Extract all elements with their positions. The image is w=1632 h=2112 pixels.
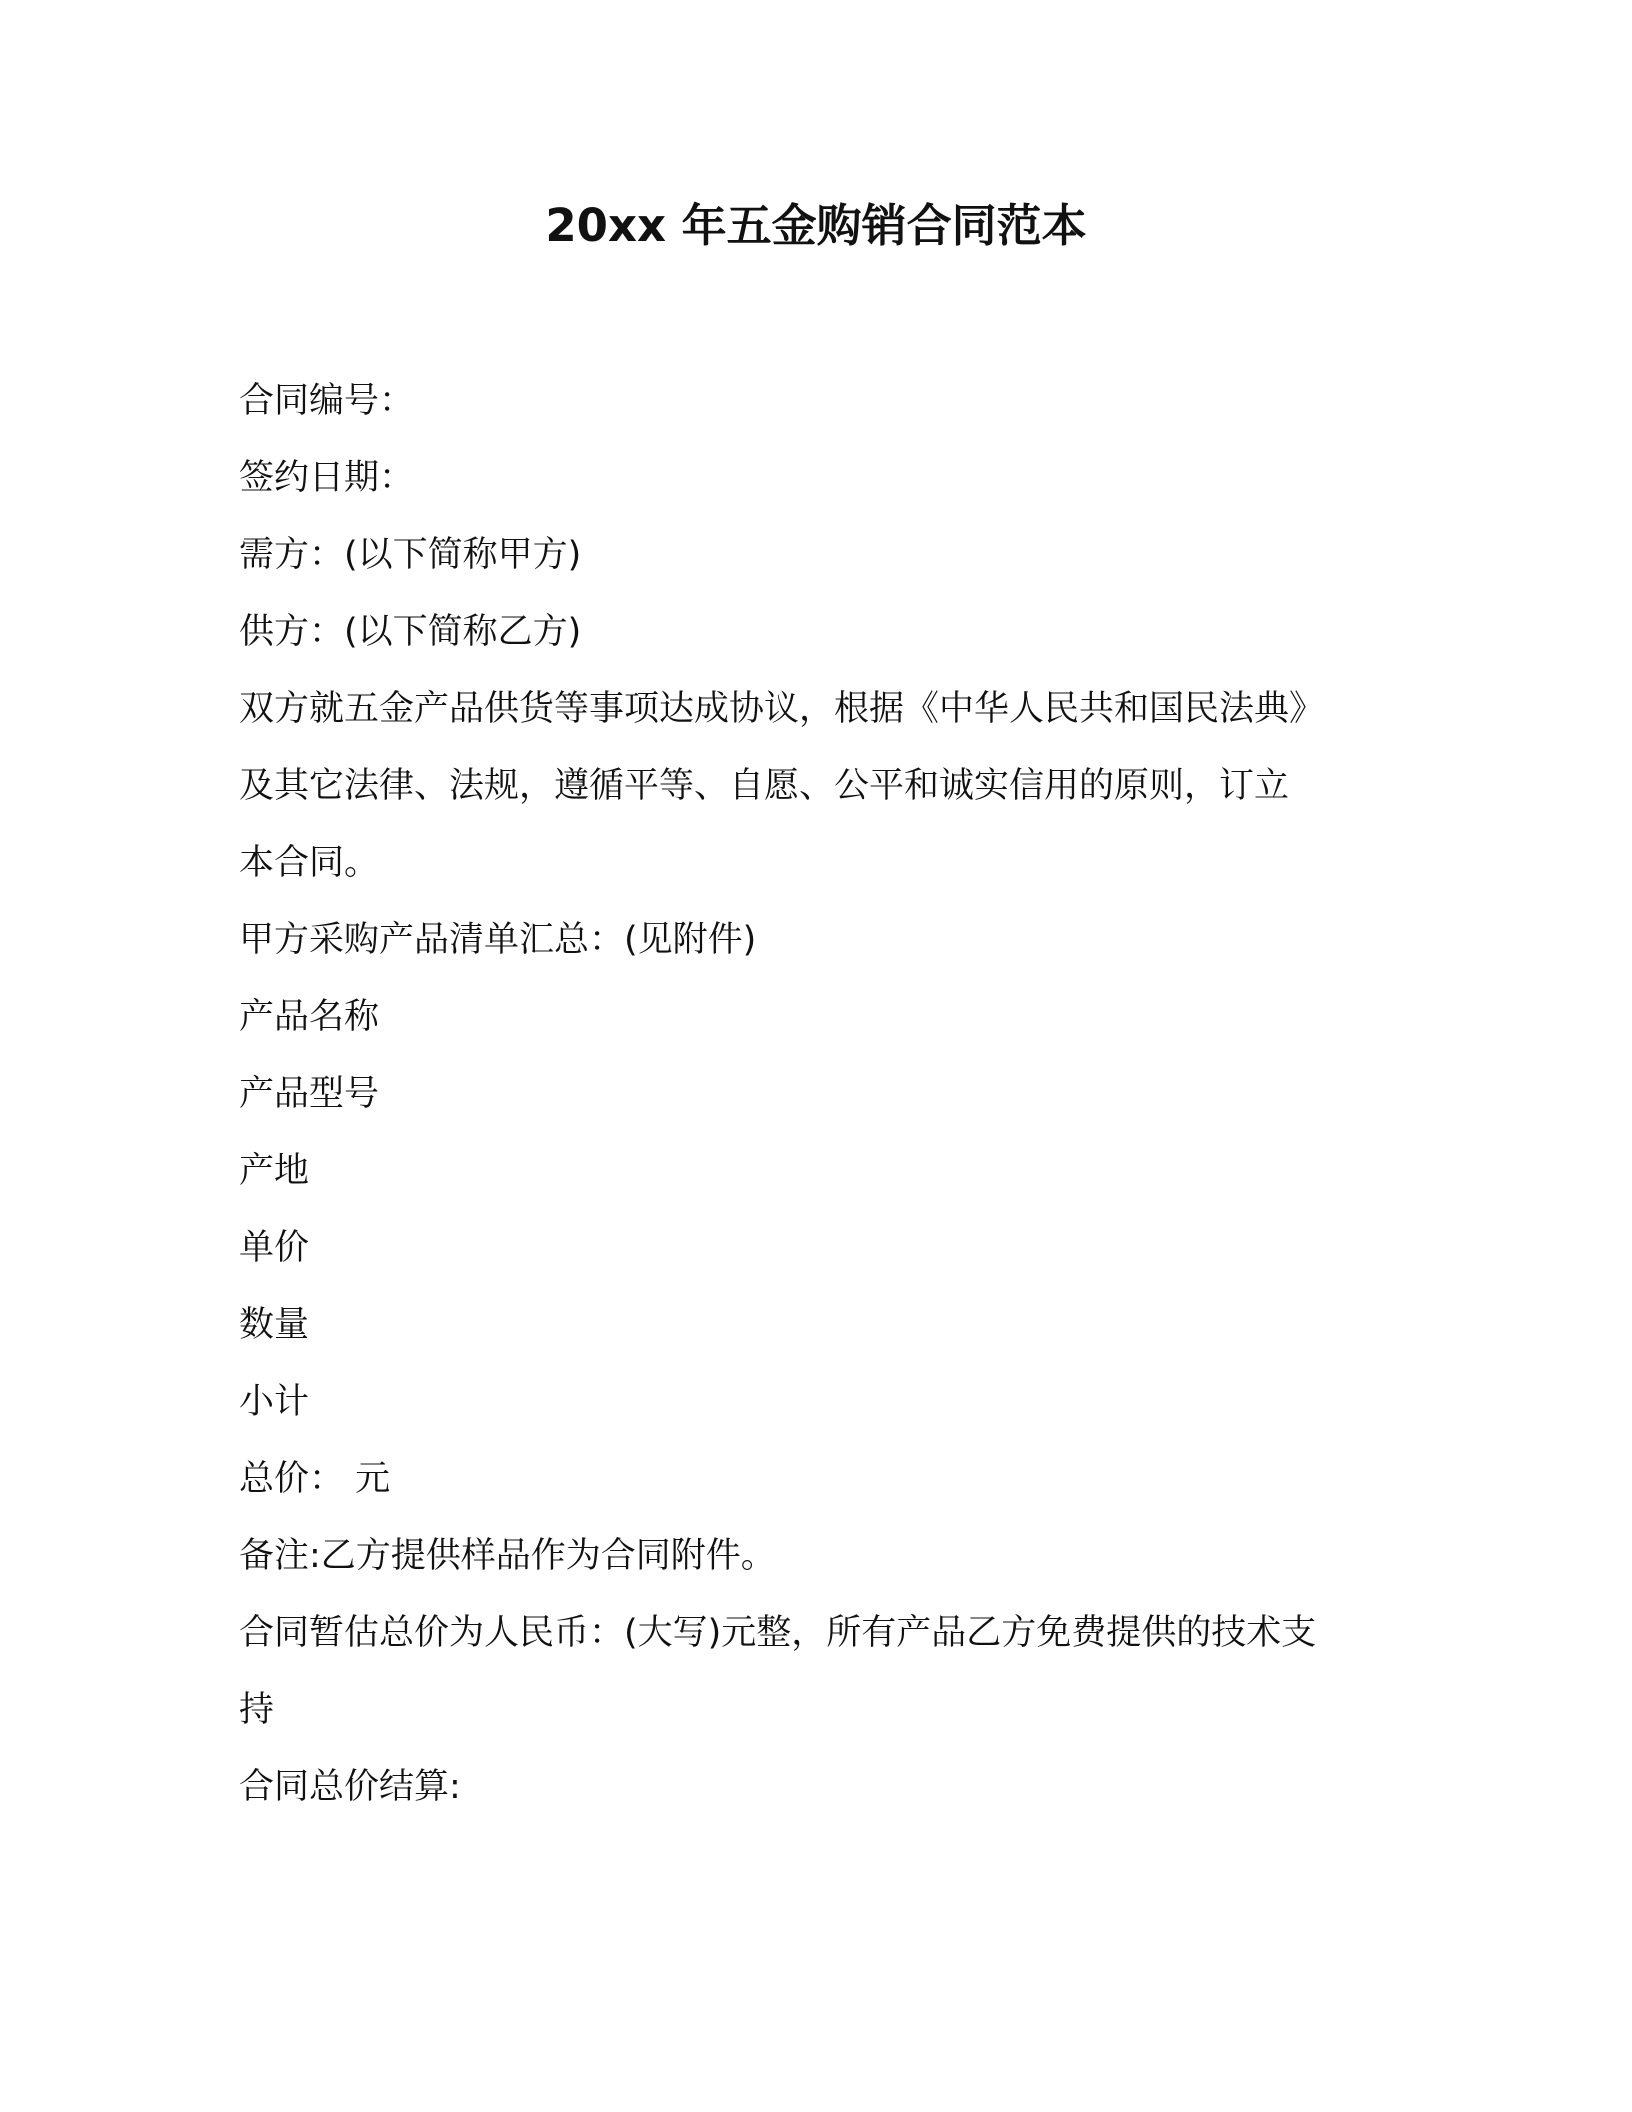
signing-date-line: 签约日期：	[239, 458, 415, 498]
document-body	[239, 363, 1399, 1826]
agreement-paragraph-line-2: 及其它法律、法规，遵循平等、自愿、公平和诚实信用的原则，订立	[239, 766, 1290, 806]
quantity-label: 数量	[239, 1305, 310, 1345]
estimated-total-line-2: 持	[239, 1690, 275, 1730]
purchase-list-summary-line: 甲方采购产品清单汇总：(见附件)	[239, 920, 757, 960]
origin-label: 产地	[239, 1151, 310, 1191]
unit-price-label: 单价	[239, 1228, 310, 1268]
product-model-label: 产品型号	[239, 1074, 380, 1114]
agreement-paragraph-line-1: 双方就五金产品供货等事项达成协议，根据《中华人民共和国民法典》	[239, 689, 1325, 729]
contract-number-line: 合同编号：	[239, 381, 415, 421]
buyer-line: 需方：(以下简称甲方)	[239, 535, 582, 575]
remarks-line: 备注:乙方提供样品作为合同附件。	[239, 1536, 776, 1576]
total-price-line: 总价： 元	[239, 1459, 391, 1499]
document-title: 20xx 年五金购销合同范本	[545, 199, 1087, 252]
settlement-line: 合同总价结算:	[239, 1767, 461, 1807]
subtotal-label: 小计	[239, 1382, 310, 1422]
product-name-label: 产品名称	[239, 997, 380, 1037]
agreement-paragraph-line-3: 本合同。	[239, 843, 380, 883]
estimated-total-line-1: 合同暂估总价为人民币：(大写)元整，所有产品乙方免费提供的技术支	[239, 1613, 1317, 1653]
supplier-line: 供方：(以下简称乙方)	[239, 612, 582, 652]
